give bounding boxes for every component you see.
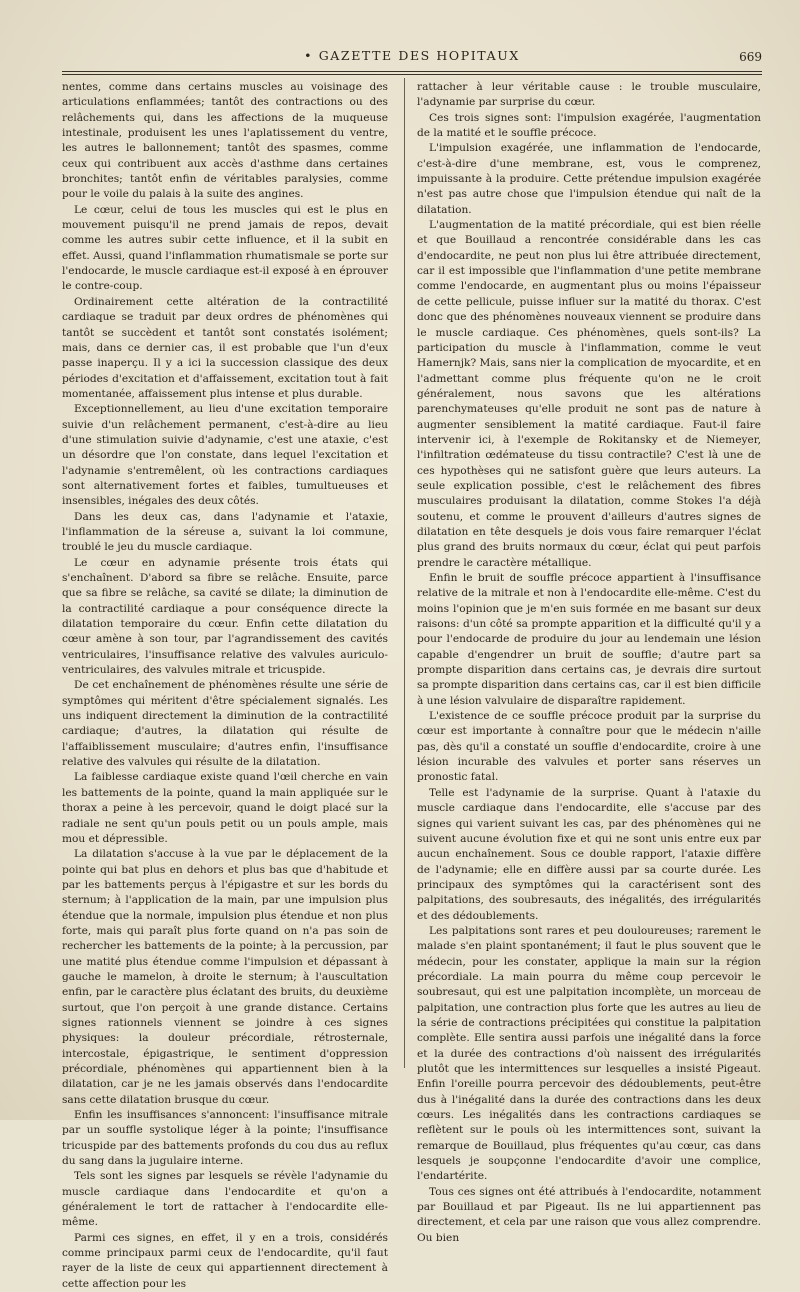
left-paragraph: Parmi ces signes, en effet, il y en a trois, considérés comme principaux parmi ceux de l'endocardite, qu'il faut rayer de la liste de ceux qui appartiennent directement à cette affection pour les [62, 1231, 388, 1290]
page-header [62, 46, 762, 70]
left-paragraph: Dans les deux cas, dans l'adynamie et l'ataxie, l'inflammation de la séreuse a, suivant la loi commune, troublé le jeu du muscle cardiaque. [62, 510, 388, 554]
left-paragraph: La faiblesse cardiaque existe quand l'œil cherche en vain les battements de la pointe, quand la main appliquée sur le thorax a peine à les percevoir, quand le doigt placé sur la radiale ne sent qu'un pouls petit ou un pouls ample, mais mou et dépressible. [62, 771, 388, 845]
right-paragraph: rattacher à leur véritable cause : le trouble musculaire, l'adynamie par surprise du cœur. [417, 81, 761, 109]
journal-title: • GAZETTE DES HOPITAUX [304, 48, 520, 63]
right-paragraph: Tous ces signes ont été attribués à l'endocardite, notamment par Bouillaud et par Pigeaut. Ils ne lui appartiennent pas directement, et cela par une raison que vous allez comprendre. Ou bien [417, 1185, 761, 1244]
left-paragraph: Exceptionnellement, au lieu d'une excitation temporaire suivie d'un relâchement permanent, c'est-à-dire au lieu d'une stimulation suivie d'adynamie, c'est une ataxie, c'est un désordre que l'on constate, dans lequel l'excitation et l'adynamie s'entremêlent, où les contractions cardiaques sont alternativement fortes et faibles, tumultueuses et insensibles, inégales des deux côtés. [62, 403, 388, 508]
header-rule-top [62, 71, 762, 72]
right-column [417, 80, 761, 1244]
right-paragraph: Les palpitations sont rares et peu douloureuses; rarement le malade s'en plaint spontanément; il faut le plus souvent que le médecin, pour les constater, applique la main sur la région précordiale. La main pourra du même coup percevoir le soubresaut, qui est une palpitation incomplète, un morceau de palpitation, une contraction plus forte que les autres au lieu de la série de contractions précipitées qui constitue la palpitation complète. Elle sentira aussi parfois une inégalité dans la force et la durée des contractions d'où naissent des irrégularités plutôt que les intermittences sur lesquelles a insisté Pigeaut. Enfin l'oreille pourra percevoir des dédoublements, peut-être dus à l'inégalité dans la durée des contractions dans les deux cœurs. Les inégalités dans les contractions cardiaques se reflètent sur le pouls où les intermittences sont, suivant la remarque de Bouillaud, plus fréquentes qu'au cœur, cas dans lesquels je soupçonne l'endocardite d'avoir une complice, l'endartérite. [417, 924, 761, 1183]
page-number: 669 [739, 50, 762, 64]
right-paragraph: Ces trois signes sont: l'impulsion exagérée, l'augmentation de la matité et le souffle précoce. [417, 111, 761, 140]
right-paragraph: L'impulsion exagérée, une inflammation de l'endocarde, c'est-à-dire d'une membrane, est, vous le comprenez, impuissante à la produire. Cette prétendue impulsion exagérée n'est pas autre chose que l'impulsion étendue qui naît de la dilatation. [417, 142, 761, 216]
left-paragraph: La dilatation s'accuse à la vue par le déplacement de la pointe qui bat plus en dehors et plus bas que d'habitude et par les battements perçus à l'épigastre et sur les bords du sternum; à l'application de la main, par une impulsion plus étendue que la normale, impulsion plus étendue et non plus forte, mais qui paraît plus forte quand on n'a pas soin de rechercher les battements de la pointe; à la percussion, par une matité plus étendue comme l'impulsion et dépassant à gauche le mamelon, à droite le sternum; à l'auscultation enfin, par le caractère plus éclatant des bruits, du deuxième surtout, que l'on perçoit à une grande distance. Certains signes rationnels viennent se joindre à ces signes physiques: la douleur précordiale, rétrosternale, intercostale, épigastrique, le sentiment d'oppression précordiale, phénomènes qui appartiennent bien à la dilatation, car je ne les jamais observés dans l'endocardite sans cette dilatation brusque du cœur. [62, 848, 388, 1106]
right-paragraph: Telle est l'adynamie de la surprise. Quant à l'ataxie du muscle cardiaque dans l'endocardite, elle s'accuse par des signes qui varient suivant les cas, par des phénomènes qui ne suivent aucune évolution fixe et qui ne sont unis entre eux par aucun enchaînement. Sous ce double rapport, l'ataxie diffère de l'adynamie; elle en diffère aussi par sa courte durée. Les principaux des symptômes qui la caractérisent sont des palpitations, des soubresauts, des inégalités, des irrégularités et des dédoublements. [417, 786, 761, 922]
right-paragraph: L'existence de ce souffle précoce produit par la surprise du cœur est importante à connaître pour que le médecin n'aille pas, dès qu'il a constaté un souffle d'endocardite, croire à une lésion incurable des valvules et porter sans réserves un pronostic fatal. [417, 710, 761, 784]
left-paragraph: Le cœur en adynamie présente trois états qui s'enchaînent. D'abord sa fibre se relâche. Ensuite, parce que sa fibre se relâche, sa cavité se dilate; la diminution de la contractilité cardiaque a pour conséquence directe la dilatation temporaire du cœur. Enfin cette dilatation du cœur amène à son tour, par l'agrandissement des cavités ventriculaires, l'insuffisance relative des valvules auriculo-ventriculaires, des valvules mitrale et tricuspide. [62, 556, 388, 677]
left-paragraph: Ordinairement cette altération de la contractilité cardiaque se traduit par deux ordres de phénomènes qui tantôt se succèdent et tantôt sont constatés isolément; mais, dans ce dernier cas, il est probable que l'un d'eux passe inaperçu. Il y a ici la succession classique des deux périodes d'excitation et d'affaissement, excitation tout à fait momentanée, affaissement plus intense et plus durable. [62, 295, 388, 400]
column-divider [404, 78, 405, 1068]
left-paragraph: Le cœur, celui de tous les muscles qui est le plus en mouvement puisqu'il ne prend jamais de repos, devait comme les autres subir cette influence, et il la subit en effet. Aussi, quand l'inflammation rhumatismale se porte sur l'endocarde, le muscle cardiaque est-il exposé à en éprouver le contre-coup. [62, 203, 388, 293]
left-paragraph: Enfin les insuffisances s'annoncent: l'insuffisance mitrale par un souffle systolique léger à la pointe; l'insuffisance tricuspide par des battements profonds du cou dus au reflux du sang dans la jugulaire interne. [62, 1109, 388, 1168]
header-rule-bottom [62, 74, 762, 75]
left-paragraph: Tels sont les signes par lesquels se révèle l'adynamie du muscle cardiaque dans l'endocardite et qu'on a généralement le tort de rattacher à l'endocardite elle-même. [62, 1170, 388, 1229]
right-paragraph: Enfin le bruit de souffle précoce appartient à l'insuffisance relative de la mitrale et non à l'endocardite elle-même. C'est du moins l'opinion que je m'en suis formée en me basant sur deux raisons: d'un côté sa prompte apparition et la difficulté qu'il y a pour l'endocarde de produire du jour au lendemain une lésion capable d'engendrer un bruit de souffle; d'autre part sa prompte disparition dans certains cas, je devrais dire surtout sa prompte disparition dans certains cas, car il est bien difficile à une lésion valvulaire de disparaître rapidement. [417, 572, 761, 707]
left-column [62, 80, 388, 1290]
right-paragraph: L'augmentation de la matité précordiale, qui est bien réelle et que Bouillaud a rencontrée considérable dans les cas d'endocardite, ne peut non plus lui être attribuée directement, car il est impossible que l'inflammation d'une petite membrane comme l'endocarde, en augmentant plus ou moins l'épaisseur de cette pellicule, puisse influer sur la matité du thorax. C'est donc que des phénomènes nouveaux viennent se produire dans le muscle cardiaque. Ces phénomènes, quels sont-ils? La participation du muscle à l'inflammation, comme le veut Hamernjk? Mais, sans nier la complication de myocardite, et en l'admettant comme plus fréquente qu'on ne le croit généralement, nous savons que les altérations parenchymateuses qu'elle produit ne sont pas de nature à augmenter sensiblement la matité cardiaque. Faut-il faire intervenir ici, à l'exemple de Rokitansky et de Niemeyer, l'infiltration œdémateuse du tissu contractile? C'est là une de ces hypothèses qui ne satisfont guère que leurs auteurs. La seule explication possible, c'est le relâchement des fibres musculaires produisant la dilatation, comme Stokes l'a déjà soutenu, et comme le prouvent d'ailleurs d'autres signes de dilatation en tête desquels je dois vous faire remarquer l'éclat plus grand des bruits normaux du cœur, éclat qui peut parfois prendre le caractère métallique. [417, 219, 761, 569]
left-paragraph: nentes, comme dans certains muscles au voisinage des articulations enflammées; tantôt des contractions ou des relâchements qui, dans les affections de la muqueuse intestinale, produisent les unes l'aplatissement du ventre, les autres le ballonnement; tantôt des spasmes, comme ceux qui contribuent aux accès d'asthme dans certaines bronchites; tantôt enfin de véritables paralysies, comme pour le voile du palais à la suite des angines. [62, 81, 388, 201]
left-paragraph: De cet enchaînement de phénomènes résulte une série de symptômes qui méritent d'être spécialement signalés. Les uns indiquent directement la diminution de la contractilité cardiaque; d'autres, la dilatation qui résulte de l'affaiblissement musculaire; d'autres enfin, l'insuffisance relative des valvules qui résulte de la dilatation. [62, 679, 388, 769]
